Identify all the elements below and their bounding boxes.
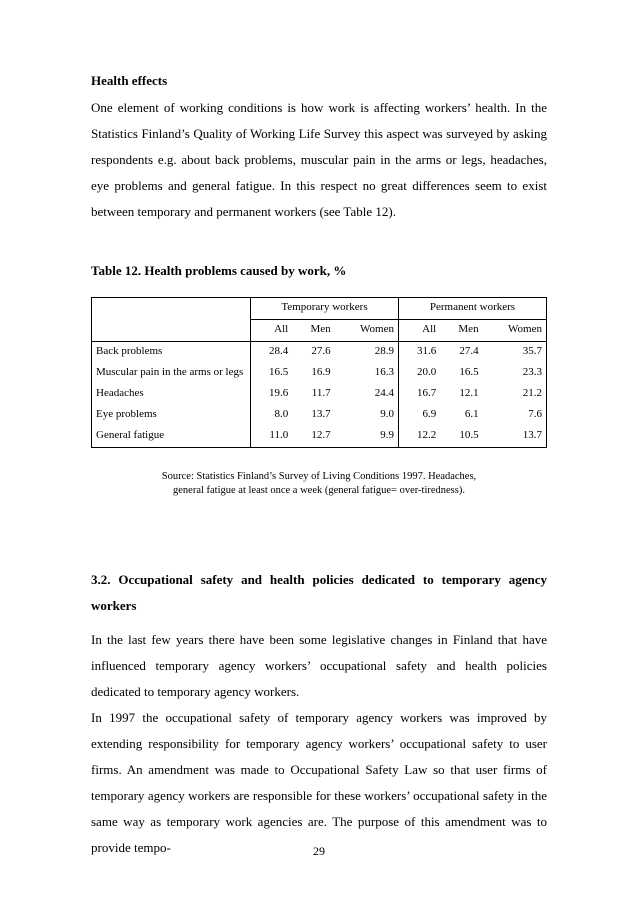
table-cell: 7.6 xyxy=(528,408,542,420)
group-header-temporary: Temporary workers xyxy=(251,298,399,320)
table-row xyxy=(92,363,547,384)
section-paragraph-1: In the last few years there have been some legislative changes in Finland that have influenced temporary agency workers’ occupational safety and health policies dedicated to temporary agency workers. xyxy=(91,632,547,699)
table-row xyxy=(92,342,547,364)
table-group-header-row xyxy=(92,298,547,320)
table-cell: 13.7 xyxy=(311,408,331,420)
table-cell: 27.6 xyxy=(311,345,331,357)
table-cell: 16.5 xyxy=(251,363,293,384)
section-paragraph-2: In 1997 the occupational safety of temporary agency workers was improved by extending responsibility for temporary agency workers’ occupational safety to user firms. An amendment was made to Occupational Safety Law so that user firms of temporary agency workers are responsible for these workers’ occupational safety in the same way as temporary work agencies are. The purpose of this amendment was to provide tempo- xyxy=(91,710,547,855)
row-label: Headaches xyxy=(96,387,144,399)
table-cell: 16.9 xyxy=(311,366,331,378)
table-cell: 16.3 xyxy=(374,366,394,378)
table-row xyxy=(92,426,547,448)
table-cell: 16.5 xyxy=(459,366,479,378)
table-cell: 31.6 xyxy=(398,342,440,364)
subheader-cell: Men xyxy=(458,323,479,335)
table-cell: 11.7 xyxy=(311,387,331,399)
subheader-cell: Men xyxy=(310,323,331,335)
section-heading: 3.2. Occupational safety and health policies dedicated to temporary agency workers xyxy=(91,572,547,613)
table-row xyxy=(92,384,547,405)
table-cell: 12.7 xyxy=(311,429,331,441)
empty-header-cell xyxy=(92,298,251,320)
row-label: Muscular pain in the arms or legs xyxy=(96,366,244,378)
table-cell: 24.4 xyxy=(374,387,394,399)
table-title: Table 12. Health problems caused by work, % xyxy=(91,263,347,278)
table-cell: 12.1 xyxy=(459,387,479,399)
table-cell: 6.9 xyxy=(398,405,440,426)
table-cell: 35.7 xyxy=(522,345,542,357)
row-label: General fatigue xyxy=(96,429,165,441)
source-line-1: Source: Statistics Finland’s Survey of Living Conditions 1997. Headaches, xyxy=(161,471,477,482)
table-cell: 8.0 xyxy=(251,405,293,426)
source-line-2: general fatigue at least once a week (general fatigue= over-tiredness). xyxy=(173,485,465,496)
table-row xyxy=(92,405,547,426)
health-effects-heading: Health effects xyxy=(91,73,168,88)
row-label: Back problems xyxy=(96,345,163,357)
health-problems-table xyxy=(91,297,547,448)
subheader-cell: Women xyxy=(508,323,542,335)
table-cell: 13.7 xyxy=(522,429,542,441)
table-cell: 6.1 xyxy=(464,408,479,420)
table-cell: 21.2 xyxy=(522,387,542,399)
health-effects-paragraph: One element of working conditions is how work is affecting workers’ health. In the Statistics Finland’s Quality of Working Life Survey this aspect was surveyed by asking respondents e.g. about back problems, muscular pain in the arms or legs, headaches, eye problems and general fatigue. In this respect no great differences seem to exist between temporary and permanent workers (see Table 12). xyxy=(91,100,547,219)
table-cell: 28.4 xyxy=(251,342,293,364)
subheader-cell: All xyxy=(398,320,440,342)
table-cell: 19.6 xyxy=(251,384,293,405)
table-subheader-row xyxy=(92,320,547,342)
empty-subheader-cell xyxy=(92,320,251,342)
subheader-cell: Women xyxy=(360,323,394,335)
table-cell: 12.2 xyxy=(398,426,440,448)
subheader-cell: All xyxy=(251,320,293,342)
group-header-permanent: Permanent workers xyxy=(398,298,546,320)
table-cell: 16.7 xyxy=(398,384,440,405)
table-cell: 9.0 xyxy=(380,408,394,420)
table-source-caption xyxy=(91,470,547,498)
row-label: Eye problems xyxy=(96,408,157,420)
table-cell: 11.0 xyxy=(251,426,293,448)
page-number: 29 xyxy=(313,844,325,858)
table-cell: 27.4 xyxy=(459,345,479,357)
table-cell: 20.0 xyxy=(398,363,440,384)
table-cell: 9.9 xyxy=(380,429,394,441)
table-cell: 10.5 xyxy=(459,429,479,441)
table-cell: 23.3 xyxy=(522,366,542,378)
table-cell: 28.9 xyxy=(374,345,394,357)
